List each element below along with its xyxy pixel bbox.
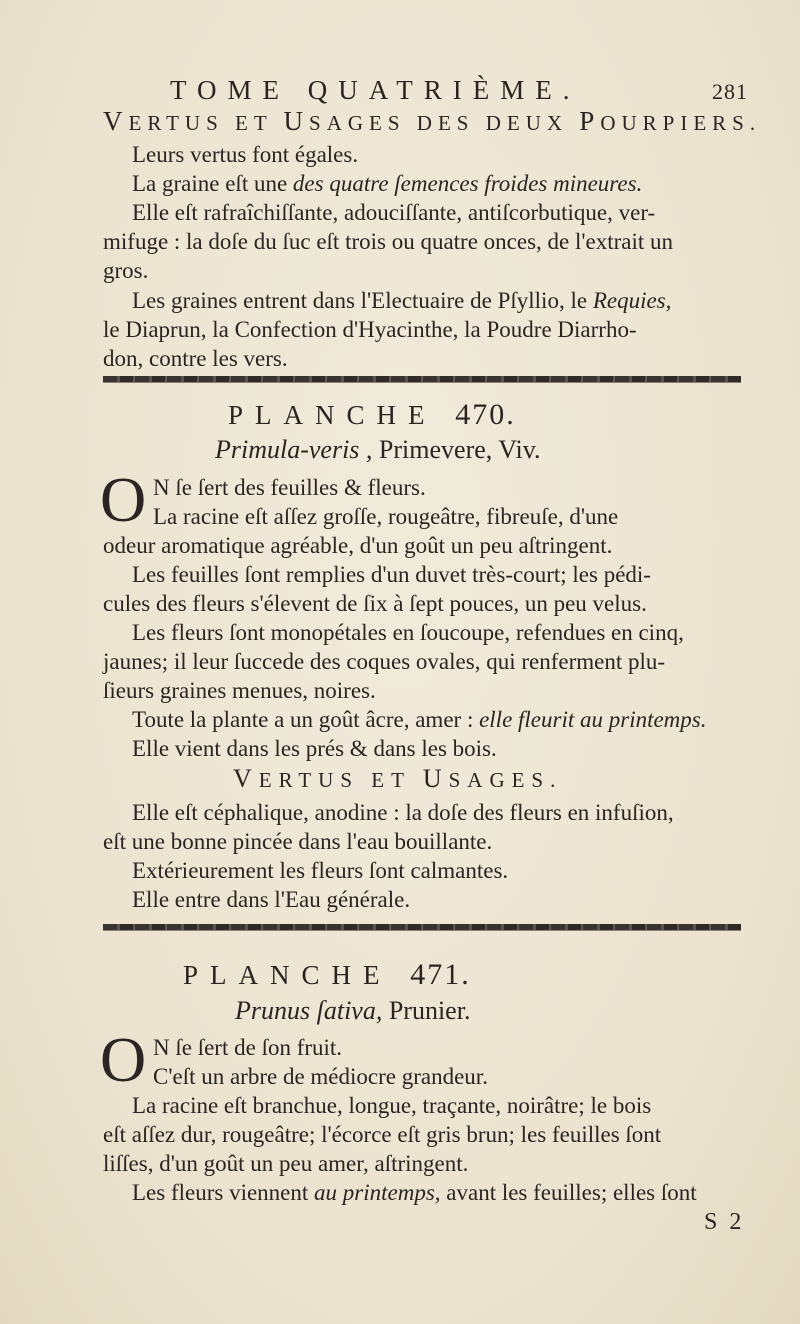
paragraph-line: Elle vient dans les prés & dans les bois. <box>132 736 497 761</box>
title-part: ERTUS ET <box>258 768 423 792</box>
latin-name: Primula-veris , <box>215 435 373 464</box>
paragraph-line <box>132 286 671 316</box>
section-title-uses <box>233 764 562 795</box>
title-initial: U <box>283 106 310 136</box>
title-part: SAGES DES DEUX <box>309 111 580 135</box>
paragraph-line: ſieurs graines menues, noires. <box>103 678 376 703</box>
title-initial: U <box>422 764 449 793</box>
common-name: Primevere, Viv. <box>378 435 541 464</box>
paragraph-line <box>132 1178 697 1208</box>
paragraph-line: N ſe ſert de ſon fruit. <box>153 1035 343 1060</box>
paragraph-line: liſſes, d'un goût un peu amer, aſtringent. <box>103 1151 469 1176</box>
italic-run: au printemps, <box>314 1180 441 1205</box>
page-number: 281 <box>712 79 748 104</box>
text-run: avant les feuilles; elles ſont <box>446 1180 697 1205</box>
plate-label: PLANCHE <box>228 400 437 430</box>
paragraph-line: don, contre les vers. <box>103 346 288 371</box>
title-initial: P <box>579 106 601 136</box>
paragraph-line: odeur aromatique agréable, d'un goût un peu aſtringent. <box>103 533 613 558</box>
plate-label: PLANCHE <box>183 960 392 990</box>
running-title: TOME QUATRIÈME. <box>170 75 581 105</box>
latin-name: Prunus ſativa, <box>235 996 383 1025</box>
ornamental-rule <box>103 924 741 931</box>
paragraph-line: La racine eſt aſſez groſſe, rougeâtre, fibreuſe, d'une <box>153 504 619 529</box>
paragraph-line: Leurs vertus font égales. <box>132 142 359 167</box>
paragraph-line: Les fleurs ſont monopétales en ſoucoupe, refendues en cinq, <box>132 620 684 645</box>
section-title-virtues <box>103 106 761 138</box>
paragraph-line: Elle eſt rafraîchiſſante, adouciſſante, antiſcorbutique, ver- <box>132 200 656 225</box>
paragraph-line: C'eſt un arbre de médiocre grandeur. <box>153 1064 488 1089</box>
drop-cap: O <box>100 1024 147 1095</box>
paragraph-line: mifuge : la doſe du ſuc eſt trois ou quatre onces, de l'extrait un <box>103 229 674 254</box>
text-run: Toute la plante a un goût âcre, amer : <box>132 707 474 732</box>
text-run: La graine eſt une <box>132 171 288 196</box>
plant-name-470 <box>215 435 541 465</box>
paragraph-line: gros. <box>103 258 149 283</box>
plate-heading-470 <box>228 400 516 430</box>
title-part: OURPIERS. <box>600 111 762 135</box>
paragraph-line <box>132 705 707 735</box>
plate-heading-471 <box>183 960 471 990</box>
paragraph-line: Elle entre dans l'Eau générale. <box>132 887 411 912</box>
paragraph-line: le Diaprun, la Confection d'Hyacinthe, la Poudre Diarrho- <box>103 317 637 342</box>
italic-run: Requies, <box>592 288 672 313</box>
text-run: Les graines entrent dans l'Electuaire de Pſyllio, le <box>132 288 588 313</box>
paragraph-line <box>132 169 642 199</box>
text-run: Les fleurs viennent <box>132 1180 309 1205</box>
paragraph-line: eſt aſſez dur, rougeâtre; l'écorce eſt gris brun; les feuilles ſont <box>103 1122 662 1147</box>
catchword: S 2 <box>704 1209 745 1235</box>
title-part: ERTUS ET <box>128 111 284 135</box>
paragraph-line: La racine eſt branchue, longue, traçante, noirâtre; le bois <box>132 1093 652 1118</box>
title-initial: V <box>233 764 259 793</box>
paragraph-line: Extérieurement les fleurs ſont calmantes. <box>132 858 509 883</box>
paragraph-line: N ſe ſert des feuilles & fleurs. <box>153 475 426 500</box>
common-name: Prunier. <box>388 996 471 1025</box>
paragraph-line: Les feuilles ſont remplies d'un duvet très-court; les pédi- <box>132 562 651 587</box>
paragraph-line: Elle eſt céphalique, anodine : la doſe des fleurs en infuſion, <box>132 800 674 825</box>
title-part: SAGES. <box>448 768 563 792</box>
plant-name-471 <box>235 996 470 1026</box>
drop-cap: O <box>100 464 147 535</box>
paragraph-line: jaunes; il leur ſuccede des coques ovales, qui renferment plu- <box>103 649 666 674</box>
paragraph-line: eſt une bonne pincée dans l'eau bouillante. <box>103 829 493 854</box>
ornamental-rule <box>103 376 741 383</box>
italic-run: des quatre ſemences froides mineures. <box>292 171 643 196</box>
italic-run: elle fleurit au printemps. <box>479 707 707 732</box>
title-initial: V <box>103 106 129 136</box>
plate-number: 470. <box>455 398 516 431</box>
paragraph-line: cules des fleurs s'élevent de ſix à ſept pouces, un peu velus. <box>103 591 647 616</box>
plate-number: 471. <box>410 958 471 991</box>
